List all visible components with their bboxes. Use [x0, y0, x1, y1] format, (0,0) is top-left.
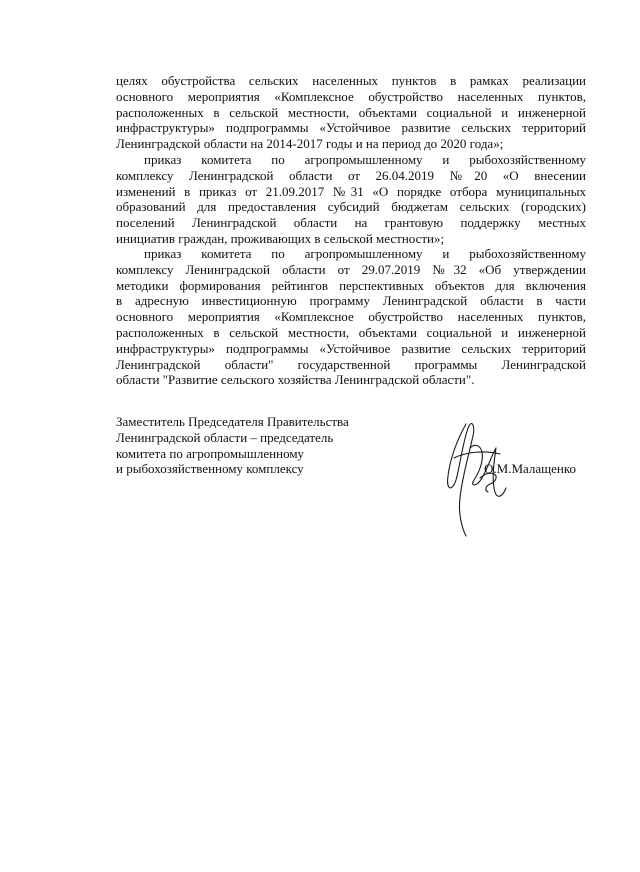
- signatory-title-line: комитета по агропромышленному: [116, 445, 305, 461]
- text-line: поселений Ленинградской области на грантовую поддержку местных: [116, 215, 586, 231]
- text-line: Ленинградской области на 2014-2017 годы и на период до 2020 года»;: [116, 136, 504, 152]
- signatory-title-line: и рыбохозяйственному комплексу: [116, 461, 304, 477]
- text-line: приказ комитета по агропромышленному и рыбохозяйственному: [144, 246, 586, 261]
- text-line: расположенных в сельской местности, объектами социальной и инженерной: [116, 104, 586, 120]
- signatory-title-line: Ленинградской области – председатель: [116, 429, 334, 445]
- paragraph-order-32: [116, 246, 586, 388]
- text-line: образований для предоставления субсидий бюджетам сельских (городских): [116, 199, 586, 215]
- text-line: инфраструктуры» подпрограммы «Устойчивое развитие сельских территорий: [116, 340, 586, 356]
- text-line: расположенных в сельской местности, объектами социальной и инженерной: [116, 324, 586, 340]
- text-line: целях обустройства сельских населенных пунктов в рамках реализации: [116, 73, 586, 88]
- text-line: приказ комитета по агропромышленному и рыбохозяйственному: [144, 152, 586, 167]
- signatory-title: [116, 414, 416, 477]
- text-line: инициатив граждан, проживающих в сельской местности»;: [116, 230, 445, 246]
- text-line: изменений в приказ от 21.09.2017 №31 «О порядке отбора муниципальных: [116, 183, 586, 199]
- paragraph-order-20: [116, 152, 586, 247]
- paragraph-continuation: [116, 73, 586, 152]
- text-line: области "Развитие сельского хозяйства Ленинградской области".: [116, 372, 475, 388]
- text-line: комплексу Ленинградской области от 26.04.2019 №20 «О внесении: [116, 167, 586, 183]
- text-line: основного мероприятия «Комплексное обустройство населенных пунктов,: [116, 309, 586, 325]
- text-line: Ленинградской области" государственной программы Ленинградской: [116, 356, 586, 372]
- text-line: в адресную инвестиционную программу Ленинградской области в части: [116, 293, 586, 309]
- text-line: основного мероприятия «Комплексное обустройство населенных пунктов,: [116, 88, 586, 104]
- handwritten-signature: [436, 418, 526, 538]
- signatory-name: О.М.Малащенко: [484, 461, 577, 476]
- text-line: комплексу Ленинградской области от 29.07.2019 №32 «Об утверждении: [116, 261, 586, 277]
- signatory-title-line: Заместитель Председателя Правительства: [116, 414, 349, 429]
- text-line: инфраструктуры» подпрограммы «Устойчивое развитие сельских территорий: [116, 120, 586, 136]
- text-line: методики формирования рейтингов перспективных объектов для включения: [116, 277, 586, 293]
